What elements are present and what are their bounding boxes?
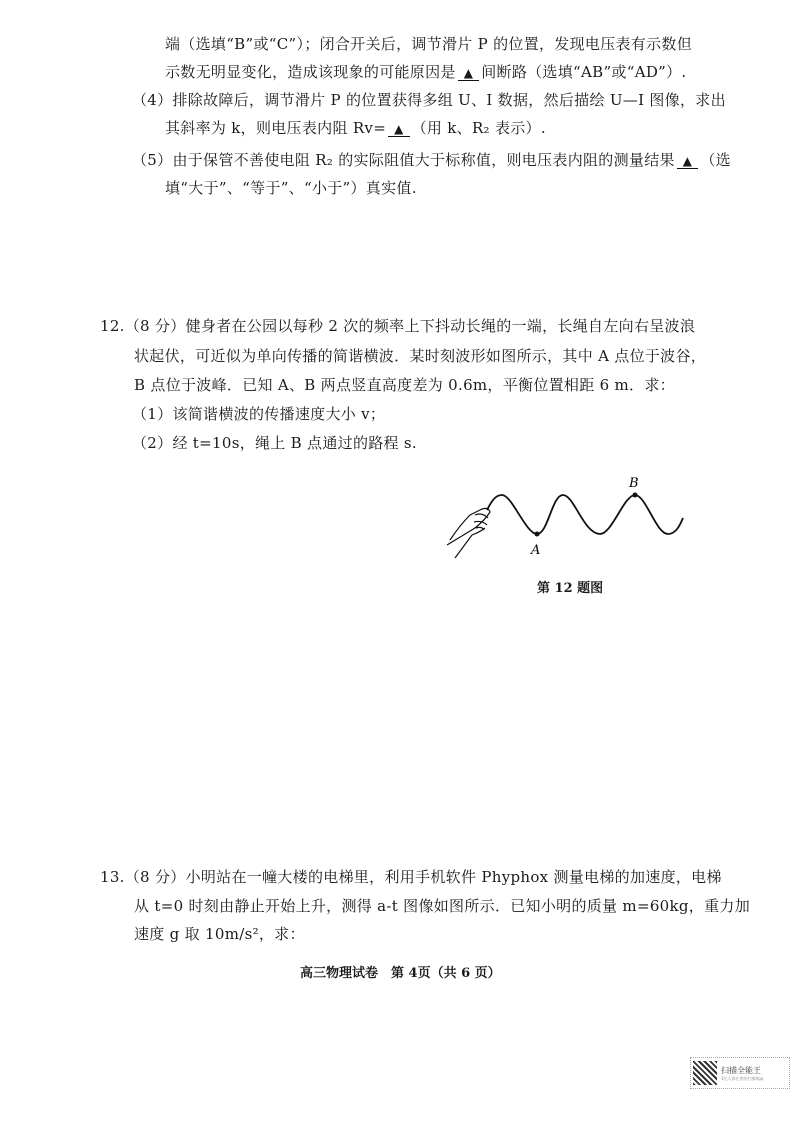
point-b	[633, 493, 638, 498]
wave-figure	[430, 470, 700, 575]
q11-part4-b2: （用 k、R₂ 表示）.	[411, 119, 546, 137]
qr-code-icon	[693, 1061, 717, 1085]
q12-line1: 12.（8 分）健身者在公园以每秒 2 次的频率上下抖动长绳的一端，长绳自左向右呈波浪	[100, 317, 696, 335]
q11-part4-b1: 其斜率为 k，则电压表内阻 Rv=	[165, 119, 387, 137]
label-b: B	[629, 476, 639, 491]
q12-sub1: （1）该简谐横波的传播速度大小 v；	[132, 405, 386, 423]
q13-line2: 从 t=0 时刻由静止开始上升，测得 a-t 图像如图所示．已知小明的质量 m=60kg，重力加	[134, 897, 750, 915]
scanner-watermark	[690, 1057, 790, 1089]
figure-caption: 第 12 题图	[537, 581, 604, 596]
point-a	[535, 532, 540, 537]
q12-line3: B 点位于波峰．已知 A、B 两点竖直高度差为 0.6m，平衡位置相距 6 m．求：	[134, 376, 675, 394]
watermark-title: 扫描全能王	[721, 1065, 761, 1075]
q11-part5-line2: 填“大于”、“等于”、“小于”）真实值.	[165, 179, 417, 197]
q13-line3: 速度 g 取 10m/s²，求：	[134, 925, 305, 943]
page-footer: 高三物理试卷 第 4页（共 6 页）	[300, 966, 501, 981]
answer-blank: ▲	[388, 122, 410, 137]
q11-line2-b: 间断路（选填“AB”或“AD”）.	[481, 63, 687, 81]
q12-line2: 状起伏，可近似为单向传播的简谐横波．某时刻波形如图所示，其中 A 点位于波谷，	[134, 347, 707, 365]
q13-line1: 13.（8 分）小明站在一幢大楼的电梯里，利用手机软件 Phyphox 测量电梯的加速度，电梯	[100, 868, 722, 886]
q11-part5-line1	[132, 149, 731, 170]
q11-line2-a: 示数无明显变化，造成该现象的可能原因是	[165, 63, 456, 81]
q11-line2	[165, 61, 687, 82]
answer-blank: ▲	[458, 66, 480, 81]
wave-curve	[487, 495, 683, 534]
q12-sub2: （2）经 t=10s，绳上 B 点通过的路程 s.	[132, 434, 417, 452]
watermark-subtitle: 3亿人都在用的扫描App	[721, 1075, 764, 1081]
q11-part4-line1: （4）排除故障后，调节滑片 P 的位置获得多组 U、I 数据，然后描绘 U—I 图像，求出	[132, 91, 726, 109]
q11-part5-a1: （5）由于保管不善使电阻 R₂ 的实际阻值大于标称值，则电压表内阻的测量结果	[132, 151, 675, 169]
hand-icon	[447, 508, 490, 558]
q11-line1: 端（选填“B”或“C”）；闭合开关后，调节滑片 P 的位置，发现电压表有示数但	[165, 35, 693, 53]
label-a: A	[531, 543, 541, 558]
q11-part5-a2: （选	[700, 151, 731, 169]
answer-blank: ▲	[677, 154, 699, 169]
q11-part4-line2	[165, 117, 546, 138]
